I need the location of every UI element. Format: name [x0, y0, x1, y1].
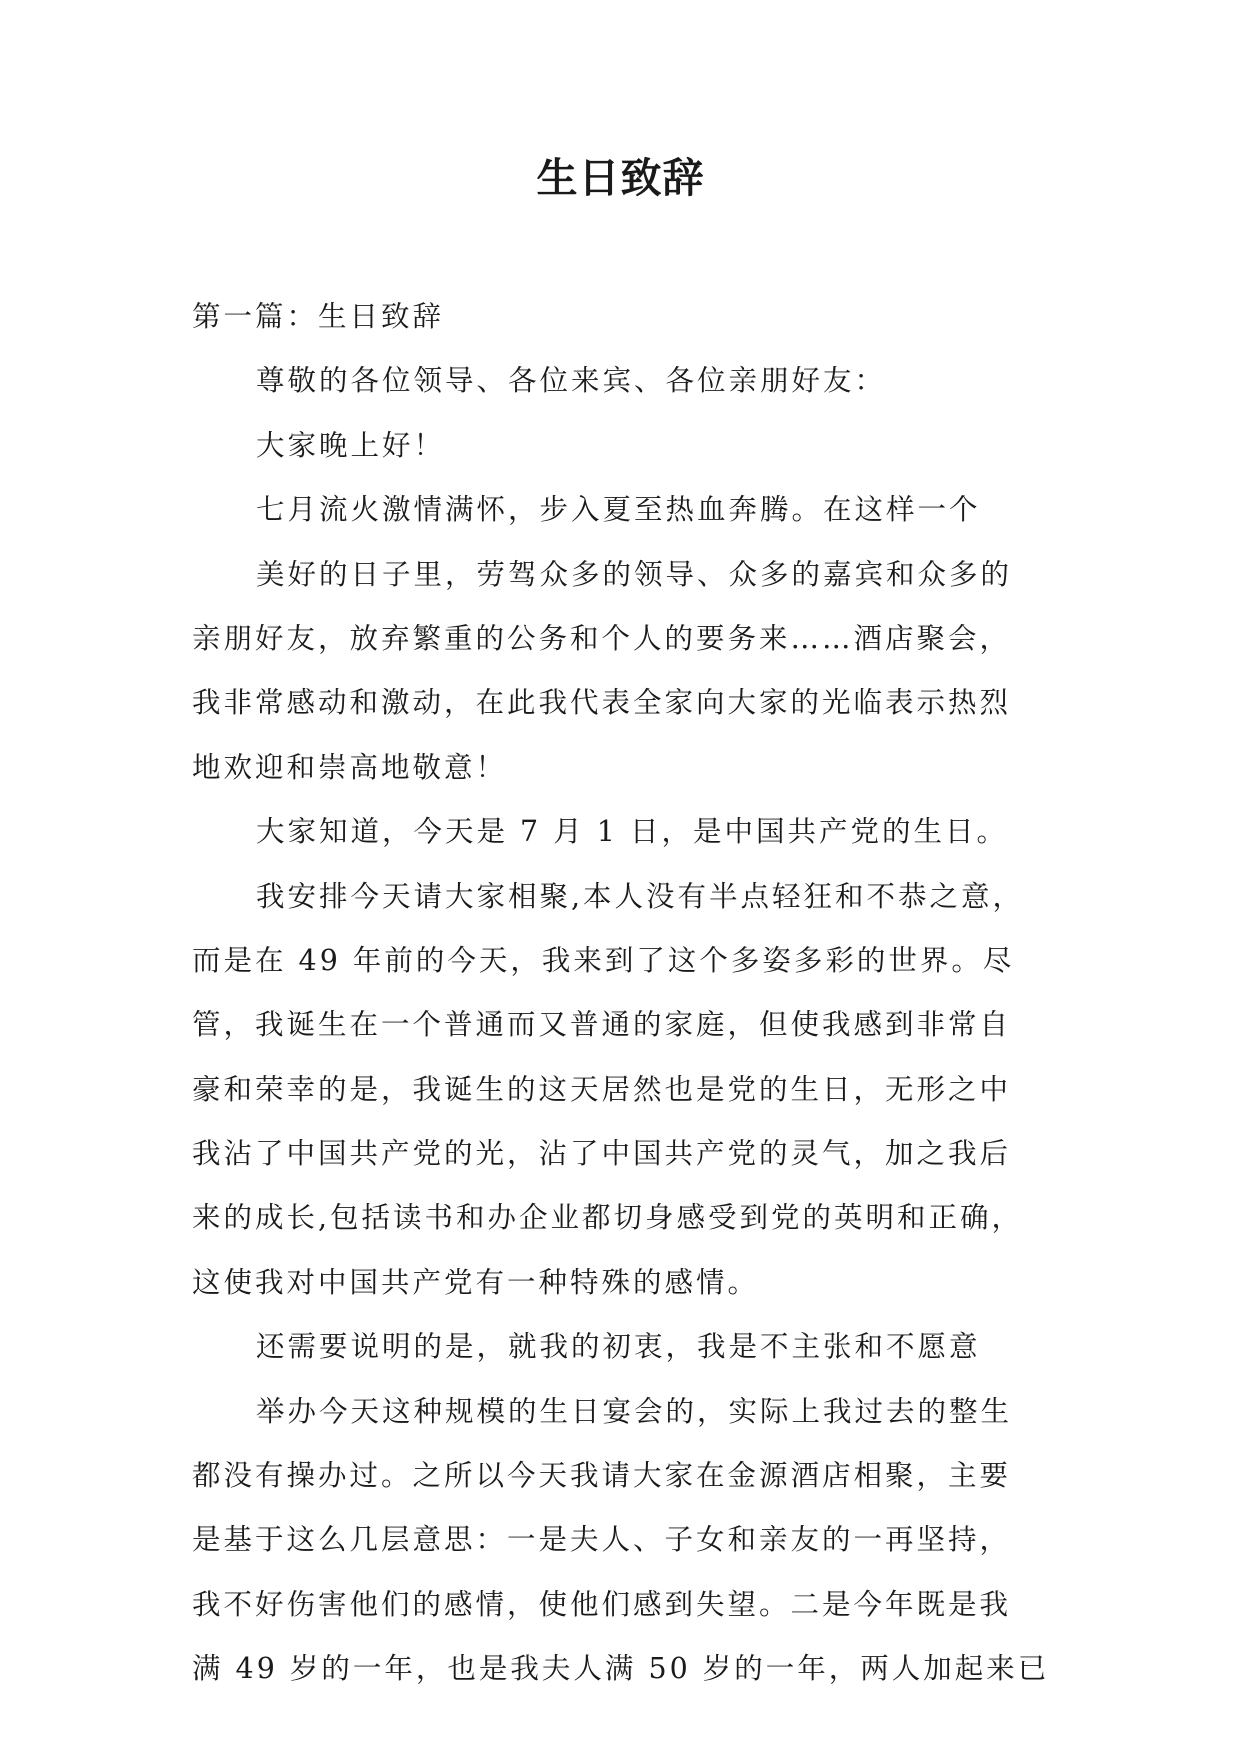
text-line: 而是在 49 年前的今天，我来到了这个多姿多彩的世界。尽: [192, 943, 1015, 977]
text-line: 我安排今天请大家相聚,本人没有半点轻狂和不恭之意，: [256, 879, 1025, 913]
text-line: 大家知道，今天是 7 月 1 日，是中国共产党的生日。: [256, 815, 1009, 849]
text-line: 亲朋好友，放弃繁重的公务和个人的要务来……酒店聚会，: [192, 621, 1012, 655]
text-line: 我沾了中国共产党的光，沾了中国共产党的灵气，加之我后: [192, 1137, 1012, 1171]
text-line: 还需要说明的是，就我的初衷，我是不主张和不愿意: [256, 1330, 981, 1364]
text-line: 我不好伤害他们的感情，使他们感到失望。二是今年既是我: [192, 1587, 1012, 1621]
document-body: [192, 285, 1062, 1702]
text-line: 尊敬的各位领导、各位来宾、各位亲朋好友：: [256, 364, 887, 398]
text-line: 来的成长,包括读书和办企业都切身感受到党的英明和正确，: [192, 1201, 1024, 1235]
document-title: 生日致辞: [536, 154, 705, 202]
text-line: 都没有操办过。之所以今天我请大家在金源酒店相聚，主要: [192, 1459, 1012, 1493]
text-line: 美好的日子里，劳驾众多的领导、众多的嘉宾和众多的: [256, 557, 1013, 591]
text-line: 豪和荣幸的是，我诞生的这天居然也是党的生日，无形之中: [192, 1072, 1012, 1106]
text-line: 地欢迎和崇高地敬意！: [192, 750, 508, 784]
text-line: 管，我诞生在一个普通而又普通的家庭，但使我感到非常自: [192, 1008, 1012, 1042]
text-line: 大家晚上好！: [256, 428, 446, 462]
text-line: 满 49 岁的一年，也是我夫人满 50 岁的一年，两人加起来已: [192, 1652, 1050, 1686]
text-line: 七月流火激情满怀，步入夏至热血奔腾。在这样一个: [256, 493, 981, 527]
text-line: 这使我对中国共产党有一种特殊的感情。: [192, 1265, 760, 1299]
text-line: 我非常感动和激动，在此我代表全家向大家的光临表示热烈: [192, 686, 1012, 720]
text-line: 第一篇：生日致辞: [192, 300, 445, 333]
text-line: 举办今天这种规模的生日宴会的，实际上我过去的整生: [256, 1394, 1013, 1428]
text-line: 是基于这么几层意思：一是夫人、子女和亲友的一再坚持，: [192, 1523, 1012, 1557]
